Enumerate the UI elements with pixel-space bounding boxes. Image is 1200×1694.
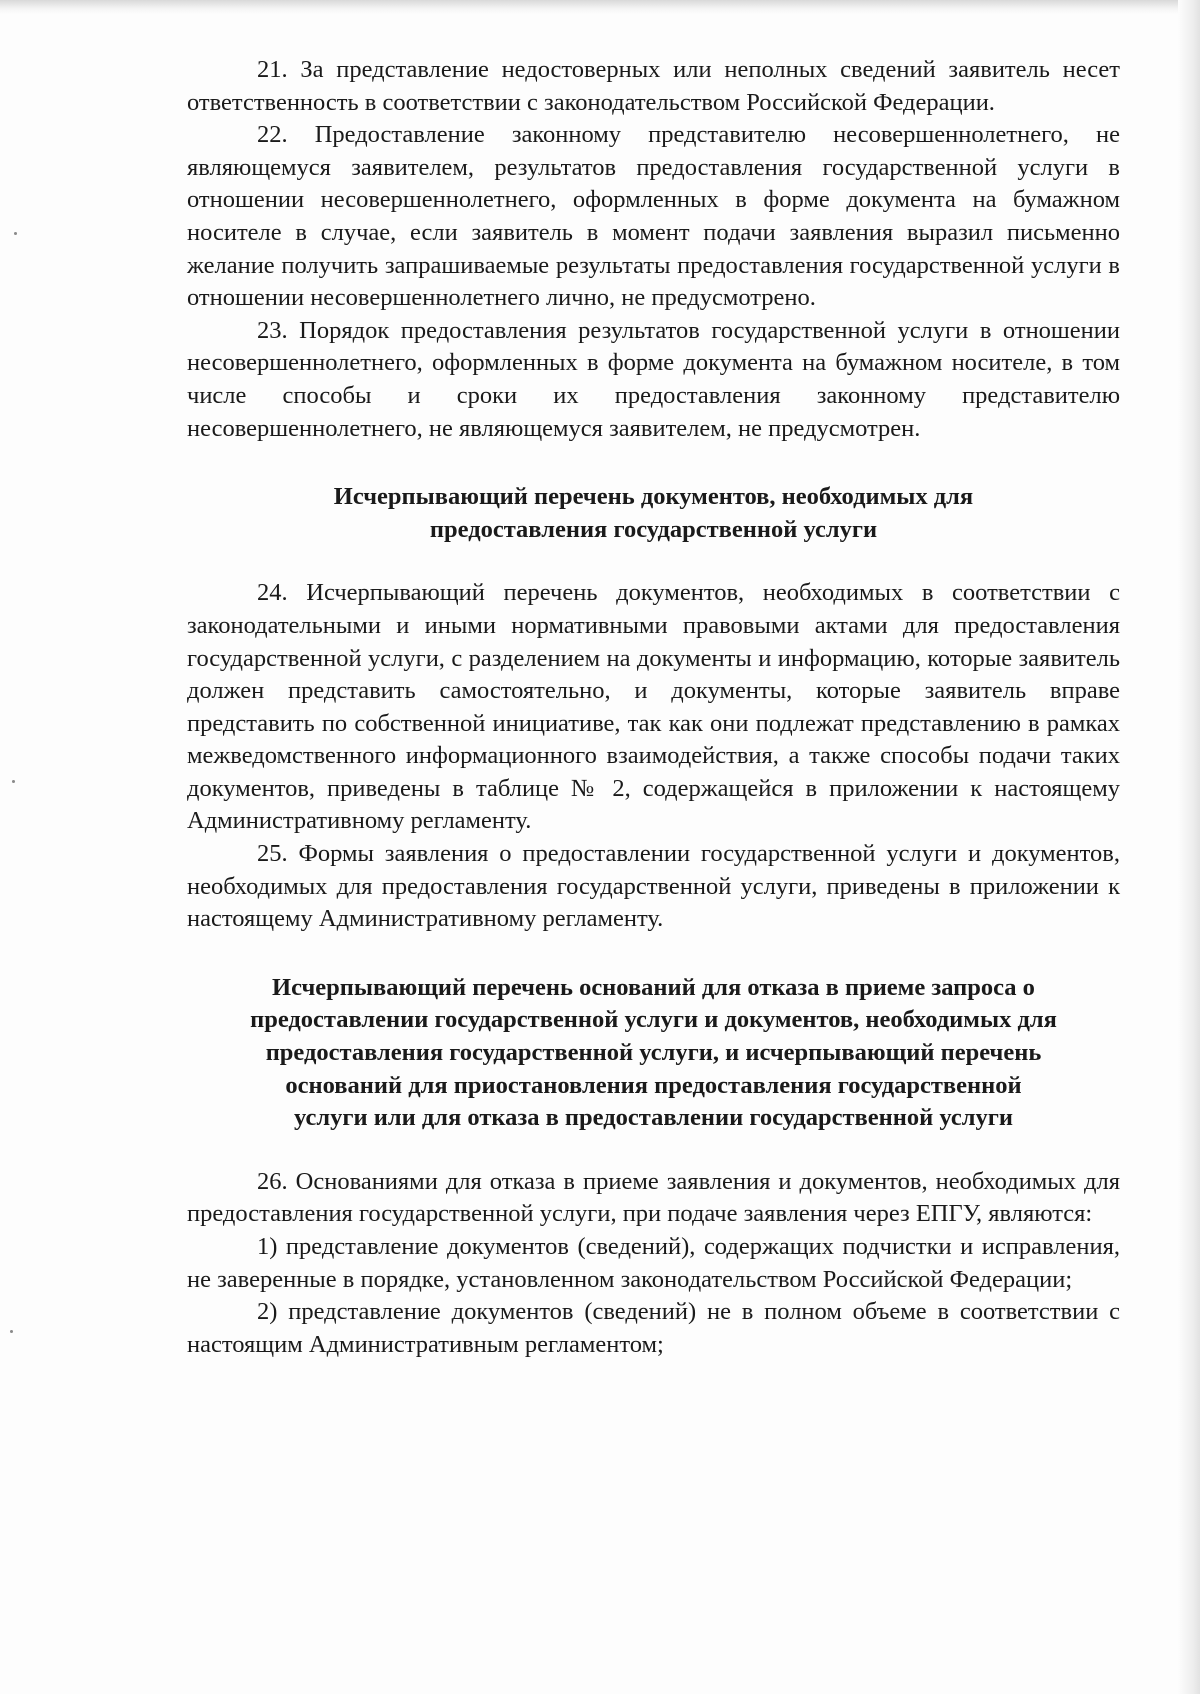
scan-speck (14, 232, 17, 235)
heading-line: услуги или для отказа в предоставлении государственной услуги (294, 1104, 1013, 1132)
paragraph-21: 21. За представление недостоверных или неполных сведений заявитель несет ответственность в соответствии с законодательством Российской Федерации. (187, 56, 1120, 116)
heading-line: предоставлении государственной услуги и документов, необходимых для (250, 1006, 1057, 1034)
list-item-1: 1) представление документов (сведений), содержащих подчистки и исправления, не заверенные в порядке, установленном законодательством Российской Федерации; (187, 1233, 1120, 1293)
paragraph-23: 23. Порядок предоставления результатов государственной услуги в отношении несовершеннолетнего, оформленных в форме документа на бумажном носителе, в том числе способы и сроки их предоставления законному представителю несовершеннолетнего, не являющемуся заявителем, не предусмотрен. (187, 316, 1120, 442)
document-body (187, 54, 1120, 1361)
scan-speck (10, 1330, 13, 1333)
paragraph-22: 22. Предоставление законному представителю несовершеннолетнего, не являющемуся заявителем, результатов предоставления государственной услуги в отношении несовершеннолетнего, оформленных в форме документа на бумажном носителе в случае, если заявитель в момент подачи заявления выразил письменно желание получить запрашиваемые результаты предоставления государственной услуги в отношении несовершеннолетнего лично, не предусмотрено. (187, 121, 1120, 312)
paragraph-24: 24. Исчерпывающий перечень документов, необходимых в соответствии с законодательными и иными нормативными правовыми актами для предоставления государственной услуги, с разделением на документы и информацию, которые заявитель должен представить самостоятельно, и документы, которые заявитель вправе представить по собственной инициативе, так как они подлежат представлению в рамках межведомственного информационного взаимодействия, а также способы подачи таких документов, приведены в таблице № 2, содержащейся в приложении к настоящему Административному регламенту. (187, 579, 1120, 835)
heading-line: Исчерпывающий перечень документов, необходимых для (333, 483, 974, 511)
heading-line: предоставления государственной услуги (429, 515, 878, 543)
heading-line: предоставления государственной услуги, и исчерпывающий перечень (265, 1039, 1042, 1067)
heading-line: оснований для приостановления предоставления государственной (285, 1071, 1022, 1099)
scan-speck (12, 780, 15, 783)
heading-line: Исчерпывающий перечень оснований для отказа в приеме запроса о (272, 973, 1035, 1001)
scan-right-edge (1178, 0, 1200, 1694)
section-heading-refusal-grounds (187, 972, 1120, 1135)
scan-top-edge (0, 0, 1200, 14)
paragraph-26: 26. Основаниями для отказа в приеме заявления и документов, необходимых для предоставления государственной услуги, при подаче заявления через ЕПГУ, являются: (187, 1167, 1120, 1228)
paragraph-25: 25. Формы заявления о предоставлении государственной услуги и документов, необходимых для предоставления государственной услуги, приведены в приложении к настоящему Административному регламенту. (187, 840, 1120, 933)
section-heading-documents (187, 481, 1120, 546)
list-item-2: 2) представление документов (сведений) не в полном объеме в соответствии с настоящим Административным регламентом; (187, 1298, 1120, 1358)
